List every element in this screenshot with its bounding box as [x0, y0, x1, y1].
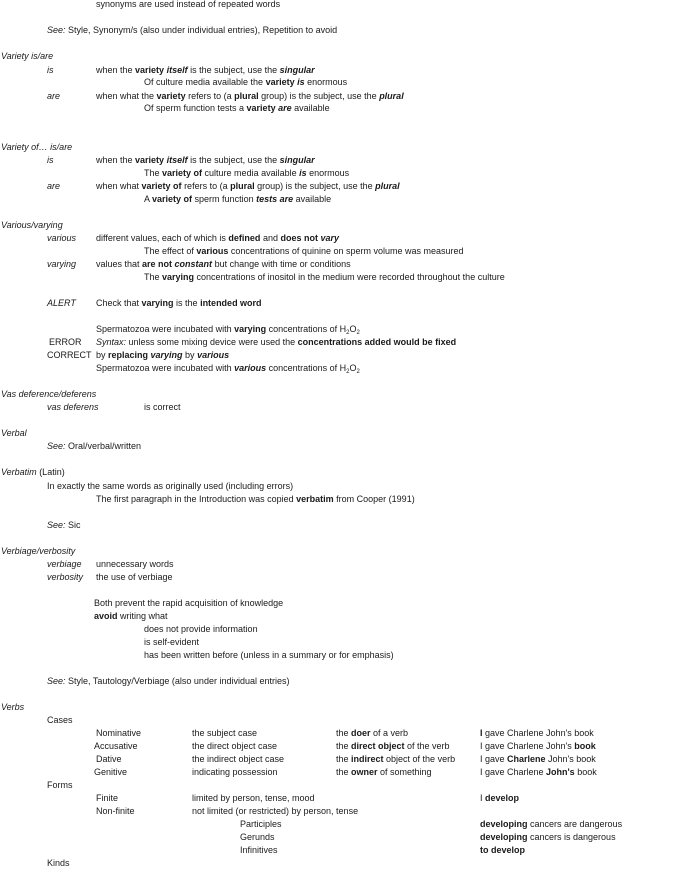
case-role: the doer of a verb [336, 728, 409, 738]
see-also-line: See: Oral/verbal/written [47, 441, 142, 451]
intro-line: synonyms are used instead of repeated words [96, 0, 281, 9]
case-role: the indirect object of the verb [336, 754, 456, 764]
form-subtype: Infinitives [240, 845, 278, 855]
entry-heading: Variety of… is/are [1, 142, 73, 152]
term-label: are [47, 91, 61, 101]
entry-heading: Vas deference/deferens [1, 389, 97, 399]
example-line: Spermatozoa were incubated with varying concentrations of $H_2O_2$ [96, 324, 360, 336]
case-name: Accusative [94, 741, 138, 751]
definition-line: In exactly the same words as originally used (including errors) [47, 481, 294, 491]
form-name: Non-finite [96, 806, 135, 816]
term-label: varying [47, 259, 77, 269]
definition-line: when the variety itself is the subject, use the singular [96, 65, 315, 75]
example-line: The variety of culture media available is enormous [144, 168, 350, 178]
form-example: I develop [480, 793, 520, 803]
case-description: the subject case [192, 728, 258, 738]
form-example: developing cancers is dangerous [480, 832, 616, 842]
correct-line: by replacing varying by various [96, 350, 230, 360]
body-line: Both prevent the rapid acquisition of knowledge [94, 598, 284, 608]
case-description: the direct object case [192, 741, 278, 751]
alert-line: Check that varying is the intended word [96, 298, 262, 308]
form-description: limited by person, tense, mood [192, 793, 315, 803]
term-label: verbiage [47, 559, 82, 569]
definition-line: values that are not constant but change with time or conditions [96, 259, 351, 269]
case-role: the direct object of the verb [336, 741, 450, 751]
list-item: does not provide information [144, 624, 258, 634]
case-example: I gave Charlene John's book [480, 767, 597, 777]
term-label: is [47, 155, 54, 165]
definition-line: when what variety of refers to (a plural group) is the subject, use the plural [96, 181, 400, 191]
definition-line: is correct [144, 402, 181, 412]
example-line: Of sperm function tests a variety are available [144, 103, 330, 113]
entry-heading: Variety is/are [1, 51, 54, 61]
term-label: is [47, 65, 54, 75]
term-label: vas deferens [47, 402, 99, 412]
definition-line: the use of verbiage [96, 572, 173, 582]
example-line: Of culture media available the variety is enormous [144, 77, 348, 87]
error-label: ERROR [49, 337, 82, 347]
case-description: the indirect object case [192, 754, 285, 764]
entry-heading: Verbs [1, 702, 25, 712]
form-description: not limited (or restricted) by person, tense [192, 806, 359, 816]
case-name: Genitive [94, 767, 128, 777]
term-label: various [47, 233, 77, 243]
definition-line: when the variety itself is the subject, use the singular [96, 155, 315, 165]
example-line: The first paragraph in the Introduction was copied verbatim from Cooper (1991) [96, 494, 415, 504]
example-line: The varying concentrations of inositol in the medium were recorded throughout the culture [144, 272, 505, 282]
see-also-line: See: Style, Tautology/Verbiage (also under individual entries) [47, 676, 290, 686]
body-line: avoid writing what [94, 611, 168, 621]
case-example: I gave Charlene John's book [480, 741, 596, 751]
list-item: has been written before (unless in a summary or for emphasis) [144, 650, 394, 660]
see-also-line: See: Sic [47, 520, 81, 530]
alert-label: ALERT [47, 298, 76, 308]
term-label: are [47, 181, 61, 191]
list-item: is self-evident [144, 637, 200, 647]
case-example: I gave Charlene John's book [480, 754, 596, 764]
case-name: Nominative [96, 728, 142, 738]
form-name: Finite [96, 793, 119, 803]
case-example: I gave Charlene John's book [480, 728, 594, 738]
section-label: Forms [47, 780, 73, 790]
case-description: indicating possession [192, 767, 278, 777]
see-also-line: See: Style, Synonym/s (also under individual entries), Repetition to avoid [47, 25, 338, 35]
case-name: Dative [96, 754, 122, 764]
example-line: A variety of sperm function tests are available [144, 194, 332, 204]
section-label: Kinds [47, 858, 70, 868]
entry-heading: Verbal [1, 428, 27, 438]
example-line: The effect of various concentrations of quinine on sperm volume was measured [144, 246, 464, 256]
form-example: to develop [480, 845, 526, 855]
correct-label: CORRECT [47, 350, 92, 360]
entry-heading: Verbiage/verbosity [1, 546, 76, 556]
entry-heading: Various/varying [1, 220, 63, 230]
definition-line: unnecessary words [96, 559, 174, 569]
entry-heading: Verbatim (Latin) [1, 467, 65, 477]
example-line: Spermatozoa were incubated with various concentrations of $H_2O_2$ [96, 363, 360, 375]
form-subtype: Gerunds [240, 832, 275, 842]
section-label: Cases [47, 715, 73, 725]
error-line: Syntax: unless some mixing device were used the concentrations added would be fixed [96, 337, 457, 347]
definition-line: different values, each of which is defined and does not vary [96, 233, 339, 243]
term-label: verbosity [47, 572, 84, 582]
form-example: developing cancers are dangerous [480, 819, 623, 829]
case-role: the owner of something [336, 767, 432, 777]
form-subtype: Participles [240, 819, 282, 829]
definition-line: when what the variety refers to (a plural group) is the subject, use the plural [96, 91, 404, 101]
